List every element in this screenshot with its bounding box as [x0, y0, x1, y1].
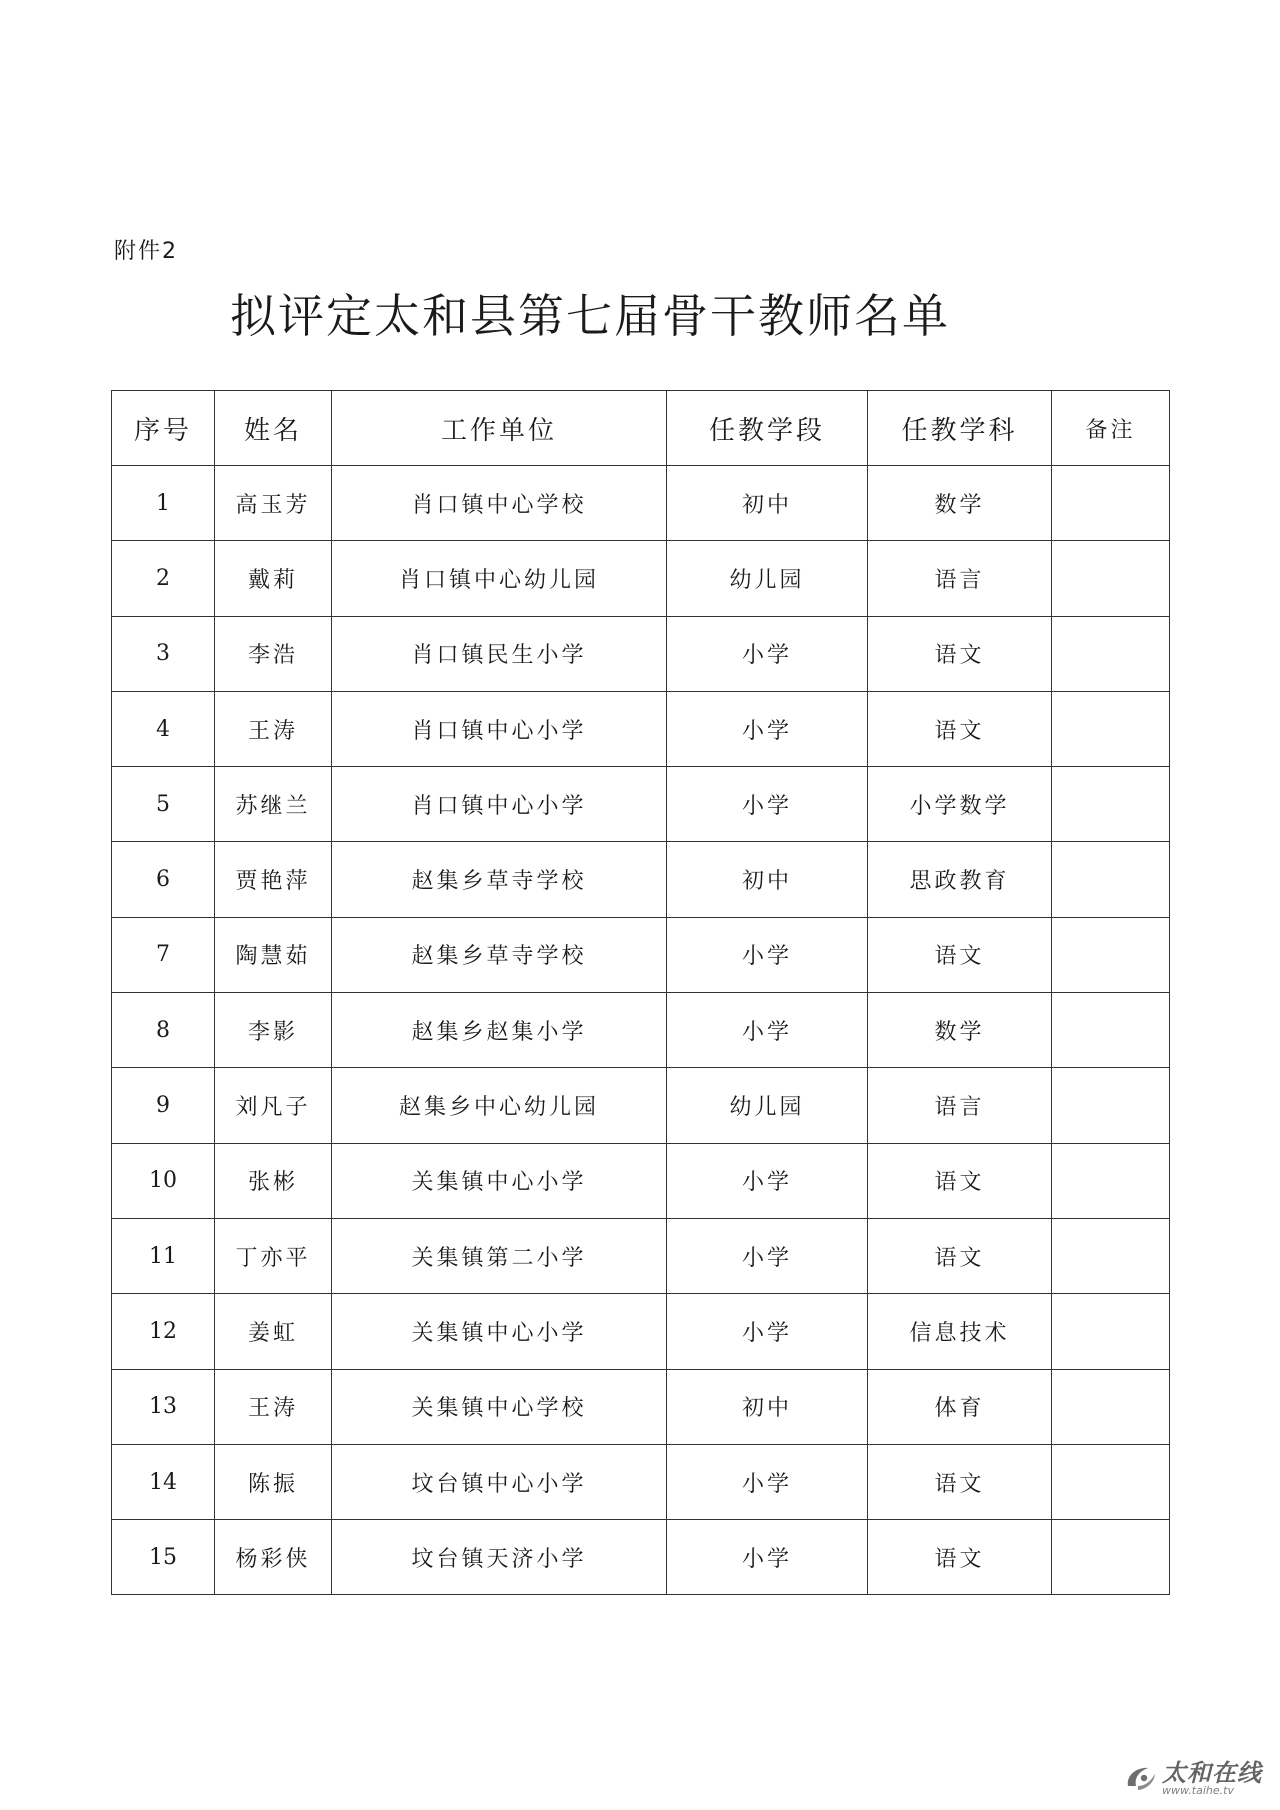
cell-remark: [1052, 917, 1170, 992]
table-header-row: [112, 391, 1170, 466]
cell-stage: 小学: [667, 993, 868, 1068]
cell-workplace: 肖口镇中心小学: [332, 691, 667, 766]
cell-index: 3: [112, 616, 215, 691]
taihe-logo-icon: [1124, 1764, 1158, 1794]
cell-stage: 初中: [667, 466, 868, 541]
cell-name: 苏继兰: [215, 767, 332, 842]
cell-remark: [1052, 1369, 1170, 1444]
cell-remark: [1052, 1143, 1170, 1218]
cell-stage: 小学: [667, 616, 868, 691]
cell-subject: 体育: [868, 1369, 1052, 1444]
watermark-name: 太和在线: [1162, 1759, 1262, 1787]
cell-name: 陈振: [215, 1444, 332, 1519]
document-title: 拟评定太和县第七届骨干教师名单: [230, 289, 950, 343]
table-row: [112, 917, 1170, 992]
table-row: [112, 1218, 1170, 1293]
header-stage: 任教学段: [667, 391, 868, 466]
cell-stage: 幼儿园: [667, 541, 868, 616]
header-subject: 任教学科: [868, 391, 1052, 466]
cell-stage: 幼儿园: [667, 1068, 868, 1143]
cell-stage: 小学: [667, 767, 868, 842]
cell-stage: 小学: [667, 917, 868, 992]
cell-index: 7: [112, 917, 215, 992]
table-row: [112, 842, 1170, 917]
cell-index: 2: [112, 541, 215, 616]
cell-remark: [1052, 466, 1170, 541]
cell-index: 11: [112, 1218, 215, 1293]
cell-stage: 小学: [667, 1444, 868, 1519]
cell-stage: 初中: [667, 1369, 868, 1444]
watermark: [1124, 1761, 1262, 1796]
cell-subject: 语言: [868, 1068, 1052, 1143]
cell-index: 4: [112, 691, 215, 766]
cell-index: 12: [112, 1294, 215, 1369]
table-row: [112, 541, 1170, 616]
cell-workplace: 坟台镇天济小学: [332, 1520, 667, 1595]
cell-workplace: 肖口镇中心幼儿园: [332, 541, 667, 616]
cell-subject: 语言: [868, 541, 1052, 616]
cell-subject: 语文: [868, 1444, 1052, 1519]
cell-workplace: 肖口镇中心小学: [332, 767, 667, 842]
attachment-label: 附件2: [114, 239, 178, 264]
cell-name: 戴莉: [215, 541, 332, 616]
cell-workplace: 赵集乡中心幼儿园: [332, 1068, 667, 1143]
cell-index: 1: [112, 466, 215, 541]
table-row: [112, 1369, 1170, 1444]
cell-stage: 小学: [667, 1520, 868, 1595]
cell-subject: 数学: [868, 466, 1052, 541]
cell-index: 14: [112, 1444, 215, 1519]
cell-index: 13: [112, 1369, 215, 1444]
cell-index: 6: [112, 842, 215, 917]
cell-index: 15: [112, 1520, 215, 1595]
watermark-url: www.taihe.tv: [1162, 1784, 1234, 1797]
header-index: 序号: [112, 391, 215, 466]
table-row: [112, 1294, 1170, 1369]
cell-workplace: 关集镇中心小学: [332, 1294, 667, 1369]
table-row: [112, 1143, 1170, 1218]
cell-stage: 小学: [667, 691, 868, 766]
cell-subject: 语文: [868, 1143, 1052, 1218]
cell-name: 杨彩侠: [215, 1520, 332, 1595]
table-row: [112, 1520, 1170, 1595]
table-row: [112, 993, 1170, 1068]
table-row: [112, 691, 1170, 766]
table-row: [112, 767, 1170, 842]
cell-remark: [1052, 767, 1170, 842]
cell-name: 李影: [215, 993, 332, 1068]
table-row: [112, 1068, 1170, 1143]
cell-workplace: 关集镇中心学校: [332, 1369, 667, 1444]
table-row: [112, 1444, 1170, 1519]
cell-workplace: 赵集乡草寺学校: [332, 842, 667, 917]
cell-subject: 数学: [868, 993, 1052, 1068]
cell-name: 王涛: [215, 1369, 332, 1444]
table-row: [112, 466, 1170, 541]
cell-subject: 信息技术: [868, 1294, 1052, 1369]
header-name: 姓名: [215, 391, 332, 466]
cell-stage: 小学: [667, 1143, 868, 1218]
cell-workplace: 肖口镇民生小学: [332, 616, 667, 691]
cell-name: 高玉芳: [215, 466, 332, 541]
cell-remark: [1052, 541, 1170, 616]
cell-remark: [1052, 842, 1170, 917]
cell-remark: [1052, 1218, 1170, 1293]
cell-index: 9: [112, 1068, 215, 1143]
cell-workplace: 赵集乡赵集小学: [332, 993, 667, 1068]
cell-subject: 小学数学: [868, 767, 1052, 842]
cell-name: 张彬: [215, 1143, 332, 1218]
cell-name: 姜虹: [215, 1294, 332, 1369]
cell-workplace: 关集镇中心小学: [332, 1143, 667, 1218]
cell-remark: [1052, 1444, 1170, 1519]
cell-remark: [1052, 993, 1170, 1068]
cell-stage: 小学: [667, 1294, 868, 1369]
cell-subject: 语文: [868, 616, 1052, 691]
teacher-roster-table: [111, 390, 1170, 1595]
cell-remark: [1052, 616, 1170, 691]
table-row: [112, 616, 1170, 691]
cell-workplace: 关集镇第二小学: [332, 1218, 667, 1293]
cell-name: 贾艳萍: [215, 842, 332, 917]
cell-workplace: 赵集乡草寺学校: [332, 917, 667, 992]
cell-remark: [1052, 1520, 1170, 1595]
cell-index: 10: [112, 1143, 215, 1218]
cell-subject: 思政教育: [868, 842, 1052, 917]
cell-name: 丁亦平: [215, 1218, 332, 1293]
header-remark: 备注: [1052, 391, 1170, 466]
cell-workplace: 坟台镇中心小学: [332, 1444, 667, 1519]
cell-remark: [1052, 1294, 1170, 1369]
cell-name: 刘凡子: [215, 1068, 332, 1143]
cell-workplace: 肖口镇中心学校: [332, 466, 667, 541]
cell-name: 陶慧茹: [215, 917, 332, 992]
cell-subject: 语文: [868, 1218, 1052, 1293]
header-workplace: 工作单位: [332, 391, 667, 466]
cell-subject: 语文: [868, 917, 1052, 992]
cell-remark: [1052, 1068, 1170, 1143]
cell-name: 王涛: [215, 691, 332, 766]
cell-subject: 语文: [868, 1520, 1052, 1595]
table-body: [112, 466, 1170, 1595]
cell-subject: 语文: [868, 691, 1052, 766]
cell-name: 李浩: [215, 616, 332, 691]
cell-remark: [1052, 691, 1170, 766]
cell-index: 5: [112, 767, 215, 842]
cell-stage: 小学: [667, 1218, 868, 1293]
cell-index: 8: [112, 993, 215, 1068]
cell-stage: 初中: [667, 842, 868, 917]
